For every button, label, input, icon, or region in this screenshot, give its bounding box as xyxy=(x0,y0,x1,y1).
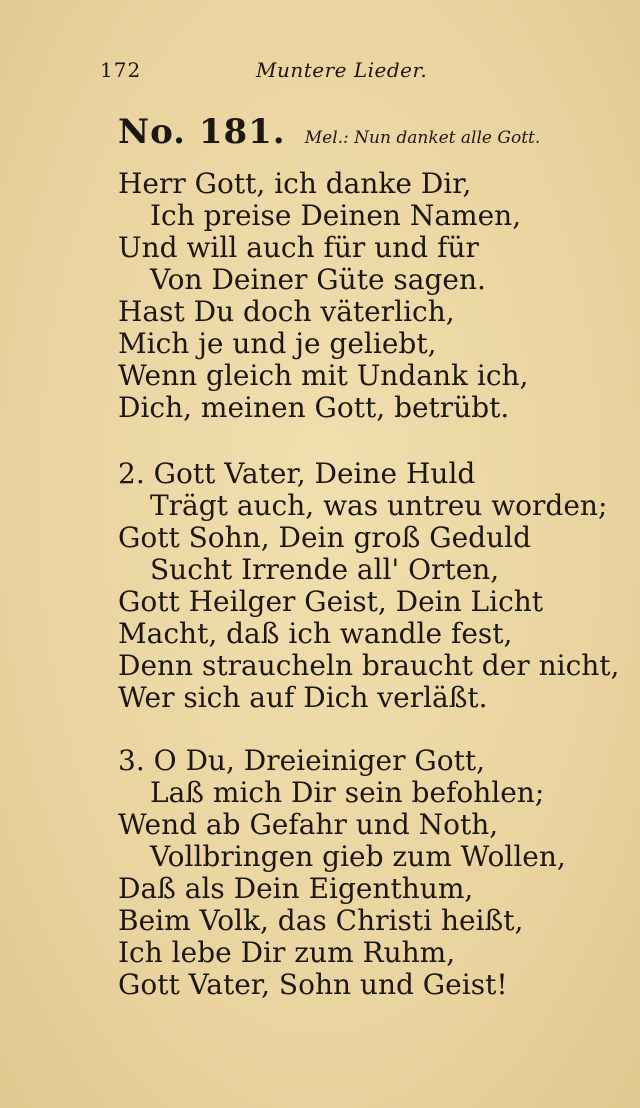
verse-line: Mich je und je geliebt, xyxy=(118,327,437,360)
verse-line: Denn straucheln braucht der nicht, xyxy=(118,649,620,682)
stanza-2 xyxy=(118,457,620,714)
melody-note: Mel.: Nun danket alle Gott. xyxy=(304,128,541,148)
verse-line: Wer sich auf Dich verläßt. xyxy=(118,681,488,714)
verse-line: Hast Du doch väterlich, xyxy=(118,295,455,328)
hymn-number: No. 181. xyxy=(118,112,286,152)
verse-line: Daß als Dein Eigenthum, xyxy=(118,872,474,905)
verse-line: Herr Gott, ich danke Dir, xyxy=(118,167,472,200)
verse-line: Gott Heilger Geist, Dein Licht xyxy=(118,585,544,618)
verse-line: 3. O Du, Dreieiniger Gott, xyxy=(118,744,486,777)
verse-line: Gott Vater, Sohn und Geist! xyxy=(118,968,508,1001)
verse-line: Vollbringen gieb zum Wollen, xyxy=(150,840,566,873)
verse-line: Wenn gleich mit Undank ich, xyxy=(118,359,529,392)
verse-line: Sucht Irrende all' Orten, xyxy=(150,553,500,586)
verse-line: Ich lebe Dir zum Ruhm, xyxy=(118,936,456,969)
verse-line: 2. Gott Vater, Deine Huld xyxy=(118,457,476,490)
stanza-1 xyxy=(118,168,578,424)
page-number: 172 xyxy=(100,58,142,82)
stanza-3 xyxy=(118,745,578,1001)
verse-line: Laß mich Dir sein befohlen; xyxy=(150,776,545,809)
verse-line: Wend ab Gefahr und Noth, xyxy=(118,808,499,841)
verse-line: Gott Sohn, Dein groß Geduld xyxy=(118,521,531,554)
verse-line: Dich, meinen Gott, betrübt. xyxy=(118,391,510,424)
verse-line: Macht, daß ich wandle fest, xyxy=(118,617,513,650)
verse-line: Beim Volk, das Christi heißt, xyxy=(118,904,524,937)
verse-line: Und will auch für und für xyxy=(118,231,479,264)
hymn-header xyxy=(118,112,558,156)
running-head xyxy=(100,58,540,88)
running-title: Muntere Lieder. xyxy=(256,58,428,82)
verse-line: Trägt auch, was untreu worden; xyxy=(150,489,608,522)
verse-line: Von Deiner Güte sagen. xyxy=(150,263,486,296)
verse-line: Ich preise Deinen Namen, xyxy=(150,199,522,232)
